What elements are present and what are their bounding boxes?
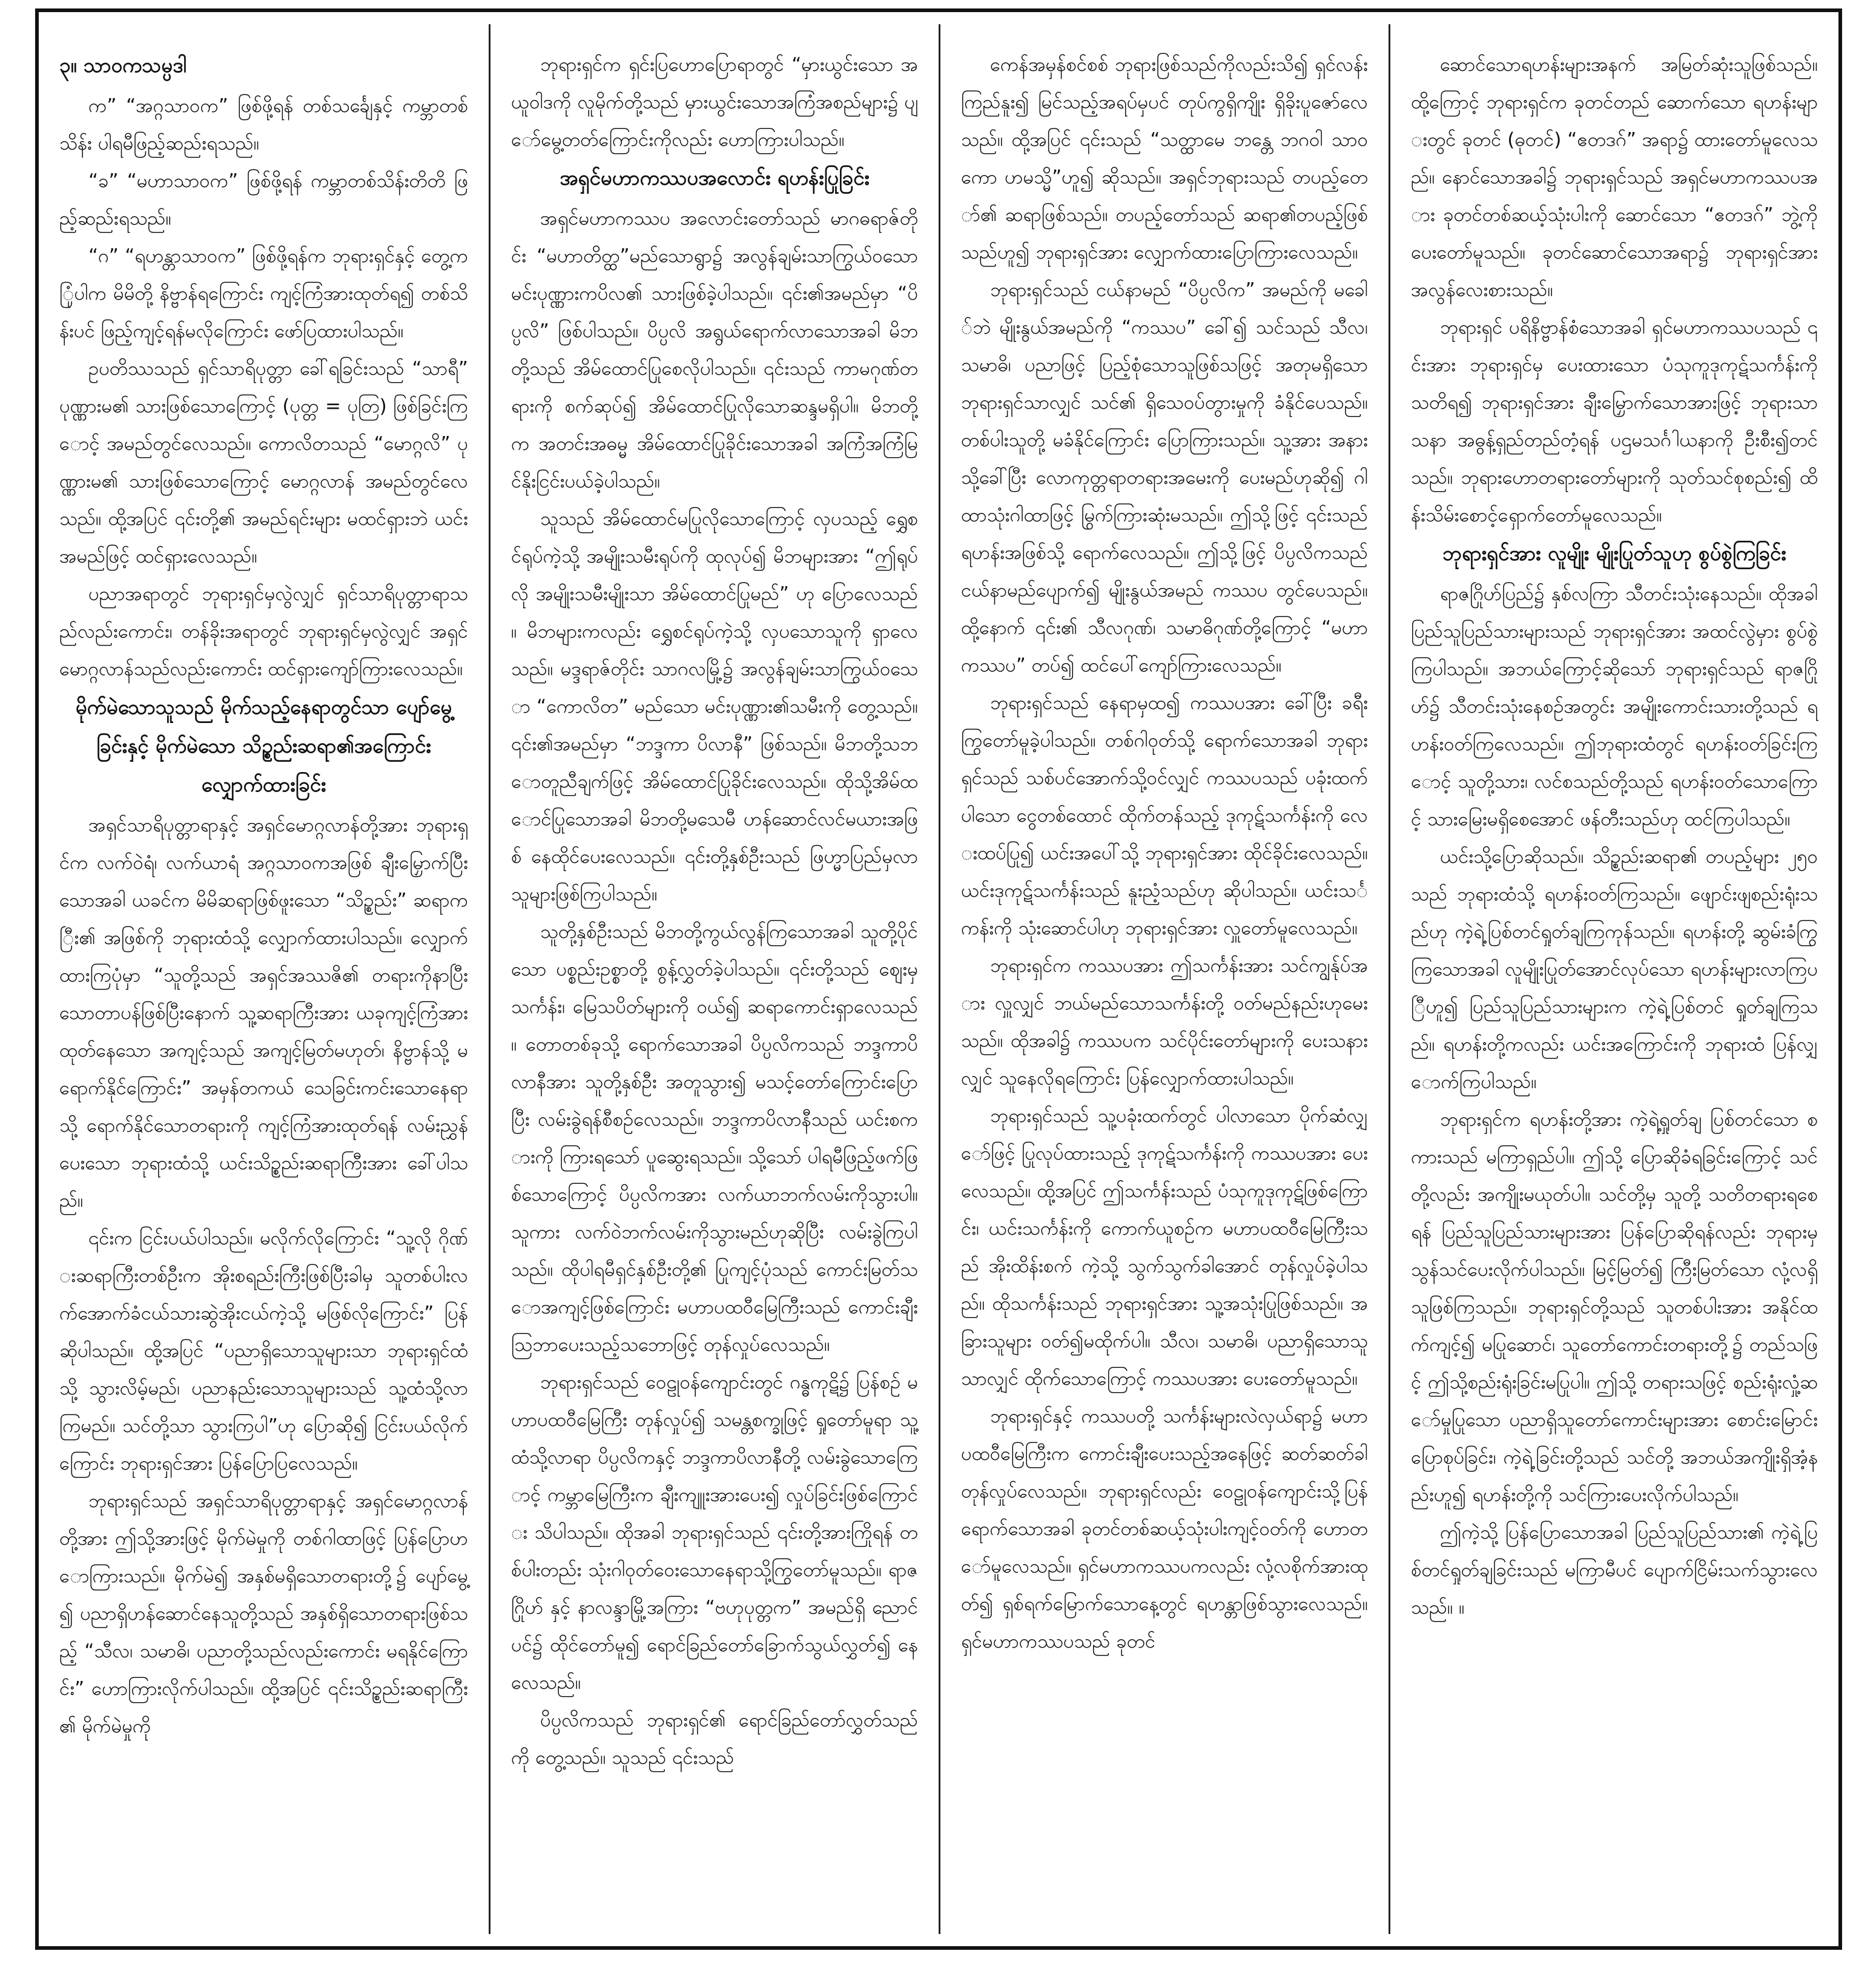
paragraph: ကေန်အမှန်စင်စစ် ဘုရားဖြစ်သည်ကိုလည်းသိ၍ ရှင်လန်းကြည်နူး၍ မြင်သည့်အရပ်မှပင် တုပ်ကွရှိကျိုး ရှိခိုးပူဇော်လေသည်။ ထို့အပြင် ၎င်းသည် “သတ္ထာမေ ဘန္တေ ဘဂဝါ သာဝကော ဟမသ္မိ”ဟူ၍ ဆိုသည်။ အရှင်ဘုရားသည် တပည့်တော်၏ ဆရာဖြစ်သည်။ တပည့်တော်သည် ဆရာ၏တပည့်ဖြစ်သည်ဟူ၍ ဘုရားရှင်အား လျှောက်ထားပြောကြားလေသည်။ (961, 54, 1368, 263)
paragraph: ဘုရားရှင်က ကဿပအား ဤသင်္ကန်းအား သင်ကျွန်ုပ်အား လှူလျှင် ဘယ်မည်သောသင်္ကန်းတို့ ဝတ်မည်နည်းဟုမေးသည်။ ထိုအခါ၌ ကဿပက သင်ပိုင်းတော်များကို ပေးသနားလျှင် သူနေလိုရကြောင်း ပြန်လျှောက်ထားပါသည်။ (961, 955, 1368, 1089)
paragraph: “ဂ” “ရဟန္တာသာဝက” ဖြစ်ဖို့ရန်က ဘုရားရှင်နှင့် တွေ့ကြုံပါက မိမိတို့ နိဗ္ဗာန်ရကြောင်း ကျင့်ကြံအားထုတ်ရ၍ တစ်သိန်းပင် ဖြည့်ကျင့်ရန်မလိုကြောင်း ဖော်ပြထားပါသည်။ (59, 245, 468, 342)
paragraph: သူသည် အိမ်ထောင်မပြုလိုသောကြောင့် လှပသည့် ရွှေစင်ရုပ်ကဲ့သို့ အမျိုးသမီးရုပ်ကို ထုလုပ်၍ မိဘများအား “ဤရုပ်လို အမျိုးသမီးမျိုးသာ အိမ်ထောင်ပြုမည်” ဟု ပြောလေသည်။ မိဘများကလည်း ရွှေစင်ရုပ်ကဲ့သို့ လှပသောသူကို ရှာလေသည်။ မဒ္ဒရာဇ်တိုင်း သာဂလမြို့၌ အလွန်ချမ်းသာကြွယ်ဝသော “ကောလိတ” မည်သော မင်းပုဏ္ဏား၏သမီးကို တွေ့သည်။ ၎င်း၏အမည်မှာ “ဘဒ္ဒကာ ပိလာနီ” ဖြစ်သည်။ မိဘတို့သဘောတူညီချက်ဖြင့် အိမ်ထောင်ပြုခိုင်းလေသည်။ ထိုသို့အိမ်ထောင်ပြုသောအခါ မိဘတို့မသေမီ ဟန်ဆောင်လင်မယားအဖြစ် နေထိုင်ပေးလေသည်။ ၎င်းတို့နှစ်ဦးသည် ဖြဟ္မာပြည်မှလာသူများဖြစ်ကြပါသည်။ (511, 508, 918, 905)
paragraph: သူတို့နှစ်ဦးသည် မိဘတို့ကွယ်လွန်ကြသောအခါ သူတို့ပိုင်သော ပစ္စည်းဥစ္စာတို့ စွန့်လွှတ်ခဲ့ပါသည်။ ၎င်းတို့သည် ဈေးမှသင်္ကန်း၊ မြေသပိတ်များကို ဝယ်၍ ဆရာကောင်းရှာလေသည်။ တောတစ်ခုသို့ ရောက်သောအခါ ပိပ္ပလိကသည် ဘဒ္ဒကာပိလာနီအား သူတို့နှစ်ဦး အတူသွား၍ မသင့်တော်ကြောင်းပြောပြီး လမ်းခွဲရန်စီစဉ်လေသည်။ ဘဒ္ဒကာပိလာနီသည် ယင်းစကားကို ကြားရသော် ပူဆွေးရသည်။ သို့သော် ပါရမီဖြည့်ဖက်ဖြစ်သောကြောင့် ပိပ္ပလိကအား လက်ယာဘက်လမ်းကိုသွားပါ။ သူကား လက်ဝဲဘက်လမ်းကိုသွားမည်ဟုဆိုပြီး လမ်းခွဲကြပါသည်။ ထိုပါရမီရှင်နှစ်ဦးတို့၏ ပြုကျင့်ပုံသည် ကောင်းမြတ်သောအကျင့်ဖြစ်ကြောင်း မဟာပထဝီမြေကြီးသည် ကောင်းချီးသြဘာပေးသည့်သဘောဖြင့် တုန်လှုပ်လေသည်။ (511, 921, 918, 1356)
paragraph: ဆောင်သောရဟန်းများအနက် အမြတ်ဆုံးသူဖြစ်သည်။ ထို့ကြောင့် ဘုရားရှင်က ခုတင်တည် ဆောက်သော ရဟန်းများတွင် ခုတင် (ဓုတင်) “ဧတဒဂ်” အရာ၌ ထားတော်မူလေသည်။ နောင်သောအခါ၌ ဘုရားရှင်သည် အရှင်မဟာကဿပအား ခုတင်တစ်ဆယ့်သုံးပါးကို ဆောင်သော “ဧတဒဂ်” ဘွဲ့ကို ပေးတော်မူသည်။ ခုတင်ဆောင်သောအရာ၌ ဘုရားရှင်အား အလွန်လေးစားသည်။ (1411, 54, 1818, 301)
page-frame (35, 8, 1842, 1950)
paragraph: “ခ” “မဟာသာဝက” ဖြစ်ဖို့ရန် ကမ္ဘာတစ်သိန်းတိတိ ဖြည့်ဆည်းရသည်။ (59, 170, 468, 229)
section-heading: မိုက်မဲသောသူသည် မိုက်သည့်နေရာတွင်သာ ပျော်မွေ့ခြင်းနှင့် မိုက်မဲသော သိဉ္စည်းဆရာ၏အကြောင်း လျှောက်ထားခြင်း (75, 695, 452, 796)
paragraph: ဥပတိဿသည် ရှင်သာရိပုတ္တာ ခေါ်ရခြင်းသည် “သာရီ” ပုဏ္ဏားမ၏ သားဖြစ်သောကြောင့် (ပုတ္တ = ပုတြ) ဖြစ်ခြင်းကြောင့် အမည်တွင်လေသည်။ ကောလိတသည် “မောဂ္ဂလိ” ပုဏ္ဏားမ၏ သားဖြစ်သောကြောင့် မောဂ္ဂလာန် အမည်တွင်လေသည်။ ထို့အပြင် ၎င်းတို့၏ အမည်ရင်းများ မထင်ရှားဘဲ ယင်းအမည်ဖြင့် ထင်ရှားလေသည်။ (59, 358, 468, 567)
paragraph: ဘုရားရှင်သည် ဝေဠုဝန်ကျောင်းတွင် ဂန္ဓကုဋိ၌ ပြန်စဉ် မဟာပထဝီမြေကြီး တုန်လှုပ်၍ သမန္တစက္ခုဖြင့် ရှုတော်မူရာ သူ့ထံသို့လာရာ ပိပ္ပလိကနှင့် ဘဒ္ဒကာပိလာနီတို့ လမ်းခွဲသောကြောင့် ကမ္ဘာမြေကြီးက ချီးကျူးအားပေး၍ လှုပ်ခြင်းဖြစ်ကြောင်း သိပါသည်။ ထိုအခါ ဘုရားရှင်သည် ၎င်းတို့အားကြိုရန် တစ်ပါးတည်း သုံးဂါဝုတ်ဝေးသောနေရာသို့ကြွတော်မူသည်။ ရာဇဂြိုဟ် နှင့် နာလန္ဒာမြို့အကြား “ဗဟုပုတ္တက” အမည်ရှိ ညောင်ပင်၌ ထိုင်တော်မူ၍ ရောင်ခြည်တော်ခြောက်သွယ်လွှတ်၍ နေလေသည်။ (511, 1372, 918, 1694)
paragraph: အရှင်သာရိပုတ္တာရာနှင့် အရှင်မောဂ္ဂလာန်တို့အား ဘုရားရှင်က လက်ဝဲရံ၊ လက်ယာရံ အဂ္ဂသာဝကအဖြစ် ချီးမြှောက်ပြီးသောအခါ ယခင်က မိမိဆရာဖြစ်ဖူးသော “သိဉ္စည်း” ဆရာကြီး၏ အဖြစ်ကို ဘုရားထံသို့ လျှောက်ထားပါသည်။ လျှောက်ထားကြပုံမှာ “သူတို့သည် အရှင်အဿဇိ၏ တရားကိုနာပြီး သောတာပန်ဖြစ်ပြီးနောက် သူ့ဆရာကြီးအား ယခုကျင့်ကြံအားထုတ်နေသော အကျင့်သည် အကျင့်မြတ်မဟုတ်၊ နိဗ္ဗာန်သို့ မရောက်နိုင်ကြောင်း” အမှန်တကယ် သေခြင်းကင်းသောနေရာသို့ ရောက်နိုင်သောတရားကို ကျင့်ကြံအားထုတ်ရန် လမ်းညွှန်ပေးသော ဘုရားထံသို့ ယင်းသိဉ္စည်းဆရာကြီးအား ခေါ်ပါသည်။ (59, 814, 468, 1212)
paragraph: ဘုရားရှင် ပရိနိဗ္ဗာန်စံသောအခါ ရှင်မဟာကဿပသည် ၎င်းအား ဘုရားရှင်မှ ပေးထားသော ပံသုကူဒုကုဋ်သင်္ကန်းကို သတိရ၍ ဘုရားရှင်အား ချီးမြှောက်သောအားဖြင့် ဘုရားသာသနာ အဓွန့်ရှည်တည်တံ့ရန် ပဌမသင်္ဂါယနာကို ဦးစီး၍တင်သည်။ ဘုရားဟောတရားတော်များကို သုတ်သင်စုစည်း၍ ထိန်းသိမ်းစောင့်ရှောက်တော်မူလေသည်။ (1411, 317, 1818, 526)
paragraph: ဘုရားရှင်သည် သူ့ပခုံးထက်တွင် ပါလာသော ပိုက်ဆံလျှော်ဖြင့် ပြုလုပ်ထားသည့် ဒုကုဋ်သင်္ကန်းကို ကဿပအား ပေးလေသည်။ ထို့အပြင် ဤသင်္ကန်းသည် ပံသုကူဒုကုဋ်ဖြစ်ကြောင်း၊ ယင်းသင်္ကန်းကို ကောက်ယူစဉ်က မဟာပထဝီမြေကြီးသည် အိုးထိန်းစက် ကဲ့သို့ သွက်သွက်ခါအောင် တုန်လှုပ်ခဲ့ပါသည်။ ထိုသင်္ကန်းသည် ဘုရားရှင်အား သူ့အသုံးပြုဖြစ်သည်။ အခြားသူများ ဝတ်၍မထိုက်ပါ။ သီလ၊ သမာဓိ၊ ပညာရှိသောသူသာလျှင် ထိုက်သောကြောင့် ကဿပအား ပေးတော်မူသည်။ (961, 1105, 1368, 1390)
paragraph: ဘုရားရှင်သည် အရှင်သာရိပုတ္တာရာနှင့် အရှင်မောဂ္ဂလာန်တို့အား ဤသို့အားဖြင့် မိုက်မဲမှုကို တစ်ဂါထာဖြင့် ပြန်ပြောဟောကြားသည်။ မိုက်မဲ၍ အနှစ်မရှိသောတရားတို့၌ ပျော်မွေ့၍ ပညာရှိဟန်ဆောင်နေသူတို့သည် အနှစ်ရှိသောတရားဖြစ်သည့် “သီလ၊ သမာဓိ၊ ပညာတို့သည်လည်းကောင်း မရနိုင်ကြောင်း” ဟောကြားလိုက်ပါသည်။ ထို့အပြင် ၎င်းသိဉ္စည်းဆရာကြီး၏ မိုက်မဲမှုကို (59, 1490, 468, 1737)
paragraph: ပညာအရာတွင် ဘုရားရှင်မှလွဲလျှင် ရှင်သာရိပုတ္တာရာသည်လည်းကောင်း၊ တန်ခိုးအရာတွင် ဘုရားရှင်မှလွဲလျှင် အရှင်မောဂ္ဂလာန်သည်လည်းကောင်း ထင်ရှားကျော်ကြားလေသည်။ (59, 583, 468, 680)
paragraph: ယင်းသို့ပြောဆိုသည်။ သိဉ္စည်းဆရာ၏ တပည့်များ ၂၅၀ သည် ဘုရားထံသို့ ရဟန်းဝတ်ကြသည်။ ဖျောင်းဖျစည်းရုံးသည်ဟု ကဲ့ရဲ့ပြစ်တင်ရှုတ်ချကြကုန်သည်။ ရဟန်းတို့ ဆွမ်းခံကြွကြသောအခါ လူမျိုးပြုတ်အောင်လုပ်သော ရဟန်းများလာကြပြီဟူ၍ ပြည်သူပြည်သားများက ကဲ့ရဲ့ပြစ်တင် ရှုတ်ချကြသည်။ ရဟန်းတို့ကလည်း ယင်းအကြောင်းကို ဘုရားထံ ပြန်လျှောက်ကြပါသည်။ (1411, 846, 1818, 1093)
section-heading: အရှင်မဟာကဿပအလောင်း ရဟန်းပြုခြင်း (560, 166, 870, 190)
section-heading: ၃။ သာဝကသမ္ပဒါ (59, 53, 187, 77)
paragraph: ပိပ္ပလိကသည် ဘုရားရှင်၏ ရောင်ခြည်တော်လွှတ်သည်ကို တွေ့သည်။ သူသည် ၎င်းသည် (511, 1709, 918, 1769)
paragraph: အရှင်မဟာကဿပ အလောင်းတော်သည် မာဂဓရာဇ်တိုင်း “မဟာတိတ္ထ”မည်သောရွာ၌ အလွန်ချမ်းသာကြွယ်ဝသော မင်းပုဏ္ဏားကပိလ၏ သားဖြစ်ခဲ့ပါသည်။ ၎င်း၏အမည်မှာ “ပိပ္ပလိ” ဖြစ်ပါသည်။ ပိပ္ပလိ အရွယ်ရောက်လာသောအခါ မိဘတို့သည် အိမ်ထောင်ပြုစေလိုပါသည်။ ၎င်းသည် ကာမဂုဏ်တရားကို စက်ဆုပ်၍ အိမ်ထောင်ပြုလိုသောဆန္ဒမရှိပါ။ မိဘတို့က အတင်းအဓမ္မ အိမ်ထောင်ပြုခိုင်းသောအခါ အကြံအကြံမြင်နိုးငြင်းပယ်ခဲ့ပါသည်။ (511, 208, 918, 492)
column-4 (1389, 24, 1838, 1934)
paragraph: ဘုရားရှင်က ရဟန်းတို့အား ကဲ့ရဲ့ရှုတ်ချ ပြစ်တင်သော စကားသည် မကြာရှည်ပါ။ ဤသို့ ပြောဆိုခံရခြင်းကြောင့် သင်တို့လည်း အကျိုးမယုတ်ပါ။ သင်တို့မှ သူတို့ သတိတရားရစေရန် ပြည်သူပြည်သားများအား ပြန်ပြောဆိုရန်လည်း ဘုရားမှ သွန်သင်ပေးလိုက်ပါသည်။ မြင့်မြတ်၍ ကြီးမြတ်သော လုံ့လရှိသူဖြစ်ကြသည်။ ဘုရားရှင်တို့သည် သူတစ်ပါးအား အနိုင်ထက်ကျင့်၍ မပြုဆောင်၊ သူတော်ကောင်းတရားတို့၌ တည်သဖြင့် ဤသို့စည်းရုံးခြင်းမပြုပါ။ ဤသို့ တရားသဖြင့် စည်းရုံးလှုံ့ဆော်မှုပြုသော ပညာရှိသူတော်ကောင်းများအား စောင်းမြောင်းပြောစုပ်ခြင်း၊ ကဲ့ရဲ့ခြင်းတို့သည် သင်တို့ အဘယ်အကျိုးရှိအံ့နည်းဟူ၍ ရဟန်းတို့ကို သင်ကြားပေးလိုက်ပါသည်။ (1411, 1109, 1818, 1506)
section-heading: ဘုရားရှင်အား လူမျိုး မျိုးပြုတ်သူဟု စွပ်စွဲကြခြင်း (1442, 541, 1786, 565)
paragraph: ဤကဲ့သို့ ပြန်ပြောသောအခါ ပြည်သူပြည်သား၏ ကဲ့ရဲ့ပြစ်တင်ရှုတ်ချခြင်းသည် မကြာမီပင် ပျောက်ငြိမ်းသက်သွားလေသည်။ ။ (1411, 1522, 1818, 1619)
paragraph: ဘုရားရှင်နှင့် ကဿပတို့ သင်္ကန်းများလဲလှယ်ရာ၌ မဟာပထဝီမြေကြီးက ကောင်းချီးပေးသည့်အနေဖြင့် ဆတ်ဆတ်ခါ တုန်လှုပ်လေသည်။ ဘုရားရှင်လည်း ဝေဠုဝန်ကျောင်းသို့ပြန်ရောက်သောအခါ ခုတင်တစ်ဆယ့်သုံးပါးကျင့်ဝတ်ကို ဟောတော်မူလေသည်။ ရှင်မဟာကဿပကလည်း လုံ့လစိုက်အားထုတ်၍ ရှစ်ရက်မြောက်သောနေ့တွင် ရဟန္တာဖြစ်သွားလေသည်။ ရှင်မဟာကဿပသည် ခုတင် (961, 1405, 1368, 1652)
paragraph: ရာဇဂြိုဟ်ပြည်၌ နှစ်လကြာ သီတင်းသုံးနေသည်။ ထိုအခါ ပြည်သူပြည်သားများသည် ဘုရားရှင်အား အထင်လွဲမှား စွပ်စွဲကြပါသည်။ အဘယ်ကြောင့်ဆိုသော် ဘုရားရှင်သည် ရာဇဂြိုဟ်၌ သီတင်းသုံးနေစဉ်အတွင်း အမျိုးကောင်းသားတို့သည် ရဟန်းဝတ်ကြလေသည်။ ဤဘုရားထံတွင် ရဟန်းဝတ်ခြင်းကြောင့် သူတို့သား၊ လင်စသည်တို့သည် ရဟန်းဝတ်သောကြောင့် သားမြေးမရှိစေအောင် ဖန်တီးသည်ဟု ထင်ကြပါသည်။ (1411, 583, 1818, 830)
paragraph: ဘုရားရှင်သည် နေရာမှထ၍ ကဿပအား ခေါ်ပြီး ခရီးကြွတော်မူခဲ့ပါသည်။ တစ်ဂါဝုတ်သို့ ရောက်သောအခါ ဘုရားရှင်သည် သစ်ပင်အောက်သို့ဝင်လျှင် ကဿပသည် ပခုံးထက်ပါသော ငွေတစ်ထောင် ထိုက်တန်သည့် ဒုကုဋ်သင်္ကန်းကို လေးထပ်ပြု၍ ယင်းအပေါ်သို့ ဘုရားရှင်အား ထိုင်ခိုင်းလေသည်။ ယင်းဒုကုဋ်သင်္ကန်းသည် နူးညံ့သည်ဟု ဆိုပါသည်။ ယင်းသင်္ကန်းကို သုံးဆောင်ပါဟု ဘုရားရှင်အား လှူတော်မူလေသည်။ (961, 692, 1368, 939)
paragraph: ဘုရားရှင်သည် ငယ်နာမည် “ပိပ္ပလိက” အမည်ကို မခေါ်ဘဲ မျိုးနွယ်အမည်ကို “ကဿပ” ခေါ်၍ သင်သည် သီလ၊ သမာဓိ၊ ပညာဖြင့် ပြည့်စုံသောသူဖြစ်သဖြင့် အတုမရှိသော ဘုရားရှင်သာလျှင် သင်၏ ရှိသေဝပ်တွားမှုကို ခံနိုင်ပေသည်။ တစ်ပါးသူတို့ မခံနိုင်ကြောင်း ပြောကြားသည်။ သူ့အား အနားသို့ခေါ်ပြီး လောကုတ္တရာတရားအမေးကို ပေးမည်ဟုဆို၍ ဂါထာသုံးဂါထာဖြင့် မြွက်ကြားဆုံးမသည်။ ဤသို့ဖြင့် ၎င်းသည် ရဟန်းအဖြစ်သို့ ရောက်လေသည်။ ဤသို့ဖြင့် ပိပ္ပလိကသည် ငယ်နာမည်ပျောက်၍ မျိုးနွယ်အမည် ကဿပ တွင်ပေသည်။ ထို့နောက် ၎င်း၏ သီလဂုဏ်၊ သမာဓိဂုဏ်တို့ကြောင့် “မဟာကဿပ” တပ်၍ ထင်ပေါ်ကျော်ကြားလေသည်။ (961, 279, 1368, 676)
column-2 (489, 24, 939, 1934)
column-1 (39, 24, 489, 1934)
paragraph: ၎င်းက ငြင်းပယ်ပါသည်။ မလိုက်လိုကြောင်း “သူ့လို ဂိုဏ်းဆရာကြီးတစ်ဦးက အိုးစရည်းကြီးဖြစ်ပြီးခါမှ သူတစ်ပါးလက်အောက်ခံငယ်သားဆွဲအိုးငယ်ကဲ့သို့ မဖြစ်လိုကြောင်း” ပြန်ဆိုပါသည်။ ထို့အပြင် “ပညာရှိသောသူများသာ ဘုရားရှင်ထံသို့ သွားလိမ့်မည်၊ ပညာနည်းသောသူများသည် သူ့ထံသို့လာကြမည်။ သင်တို့သာ သွားကြပါ”ဟု ပြောဆို၍ ငြင်းပယ်လိုက်ကြောင်း ဘုရားရှင်အား ပြန်ပြောပြလေသည်။ (59, 1227, 468, 1474)
paragraph: ဘုရားရှင်က ရှင်းပြဟောပြောရာတွင် “မှားယွင်းသော အယူဝါဒကို လူမိုက်တို့သည် မှားယွင်းသောအကြံအစည်များ၌ ပျော်မွေ့တတ်ကြောင်းကိုလည်း ဟောကြားပါသည်။ (511, 54, 918, 151)
column-3 (939, 24, 1389, 1934)
article-columns (39, 24, 1838, 1934)
paragraph: က” “အဂ္ဂသာဝက” ဖြစ်ဖို့ရန် တစ်သင်္ချေနှင့် ကမ္ဘာတစ်သိန်း ပါရမီဖြည့်ဆည်းရသည်။ (59, 95, 468, 154)
